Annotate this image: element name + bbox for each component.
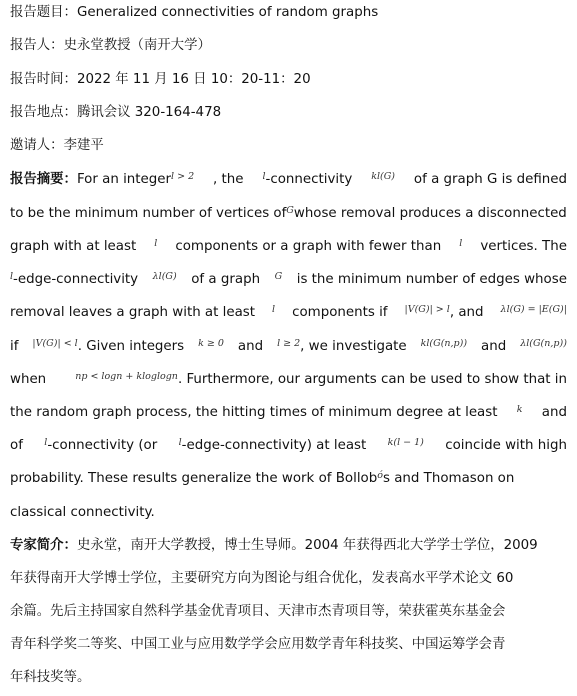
- abstract-text: s and Thomason on: [382, 471, 515, 486]
- abstract-text: components if: [292, 305, 388, 320]
- bio-line-2: 年获得南开大学博士学位，主要研究方向为图论与组合优化，发表高水平学术论文 60: [10, 571, 514, 586]
- abstract-text: when: [10, 372, 47, 387]
- abstract-segment: [75, 371, 567, 390]
- math-formula: k ≥ 0: [198, 338, 224, 349]
- abstract-text: , and: [449, 305, 484, 320]
- abstract-segment: [277, 338, 407, 357]
- math-formula: l: [154, 238, 158, 249]
- time-line: [10, 71, 311, 89]
- bio-line-5: 年科技奖等。: [10, 670, 91, 685]
- abstract-start: [10, 171, 194, 190]
- abstract-text: and: [237, 339, 264, 354]
- abstract-text: -connectivity (or: [47, 438, 158, 453]
- bio-text: 史永堂，南开大学教授，博士生导师。2004 年获得西北大学学士学位，2009: [76, 538, 538, 553]
- abstract-line-3: [10, 238, 567, 257]
- abstract-text: , we investigate: [300, 339, 407, 354]
- abstract-segment: [179, 437, 367, 456]
- abstract-line-5: [10, 304, 567, 323]
- bio-line-3: 余篇。先后主持国家自然科学基金优青项目、天津市杰青项目等，荣获霍英东基金会: [10, 604, 506, 619]
- abstract-text: and: [481, 339, 507, 354]
- math-formula: λl(G) = |E(G)|: [500, 304, 567, 315]
- abstract-line-1: [10, 171, 567, 190]
- time-value: 2022 年 11 月 16 日 10：20-11：20: [76, 72, 311, 87]
- abstract-line-11: classical connectivity.: [10, 505, 155, 520]
- abstract-segment: [10, 470, 514, 489]
- abstract-segment: [10, 271, 138, 290]
- abstract-text: components or a graph with fewer than: [175, 239, 442, 254]
- abstract-text: is the minimum number of edges whose: [296, 272, 567, 287]
- abstract-text: graph with at least: [10, 239, 137, 254]
- abstract-label: 报告摘要：: [10, 172, 77, 187]
- math-formula: λl(G(n,p)): [520, 338, 567, 349]
- abstract-text: of a graph: [191, 272, 261, 287]
- math-formula: l: [10, 271, 14, 282]
- math-formula: np < logn + kloglogn: [75, 371, 178, 382]
- math-formula: λl(G): [152, 271, 177, 282]
- inviter-line: [10, 137, 104, 155]
- math-formula: l: [272, 304, 276, 315]
- bio-label: 专家简介：: [10, 538, 77, 553]
- bio-line-1: [10, 537, 538, 555]
- time-label: 报告时间：: [10, 72, 77, 87]
- abstract-line-8: [10, 404, 567, 423]
- abstract-line-9: [10, 437, 567, 456]
- abstract-text: -connectivity: [265, 172, 353, 187]
- abstract-text: whose removal produces a disconnected: [293, 206, 567, 221]
- math-formula: l > 2: [171, 171, 195, 182]
- speaker-line: [10, 37, 211, 55]
- math-formula: l ≥ 2: [277, 338, 301, 349]
- abstract-line-4: [10, 271, 567, 290]
- abstract-text: . Given integers: [77, 339, 185, 354]
- math-formula: kl(G(n,p)): [420, 338, 468, 349]
- math-formula: l: [44, 437, 48, 448]
- abstract-text: to be the minimum number of vertices of: [10, 206, 287, 221]
- abstract-text: vertices. The: [480, 239, 567, 254]
- abstract-text: the random graph process, the hitting times of minimum degree at least: [10, 405, 498, 420]
- location-value: 腾讯会议 320-164-478: [76, 105, 222, 120]
- math-formula: k: [516, 404, 523, 415]
- abstract-text: of a graph G is defined: [413, 172, 567, 187]
- abstract-segment: [44, 437, 157, 456]
- inviter-label: 邀请人：: [10, 138, 64, 153]
- inviter-value: 李建平: [63, 138, 104, 153]
- abstract-segment: [32, 338, 184, 357]
- abstract-text: -edge-connectivity: [13, 272, 139, 287]
- abstract-text: removal leaves a graph with at least: [10, 305, 256, 320]
- report-title-label: 报告题目：: [10, 5, 77, 20]
- math-formula: G: [274, 271, 283, 282]
- abstract-segment: [405, 304, 484, 323]
- abstract-text: coincide with high: [445, 438, 567, 453]
- abstract-text: and: [541, 405, 567, 420]
- abstract-text: , the: [213, 172, 244, 187]
- math-formula: l: [178, 437, 182, 448]
- math-formula: k(l − 1): [387, 437, 424, 448]
- speaker-value: 史永堂教授（南开大学）: [63, 38, 211, 53]
- abstract-text: . Furthermore, our arguments can be used to show that in: [177, 372, 567, 387]
- report-title-value: Generalized connectivities of random graphs: [76, 5, 379, 20]
- abstract-line-2: [10, 205, 566, 224]
- bio-line-4: 青年科学奖二等奖、中国工业与应用数学学会应用数学青年科技奖、中国运筹学会青: [10, 637, 506, 652]
- math-formula: l: [459, 238, 463, 249]
- abstract-line-7: [10, 371, 567, 390]
- math-formula: ó: [377, 470, 383, 481]
- math-formula: kl(G): [371, 171, 395, 182]
- math-formula: |V(G)| > l: [404, 304, 450, 315]
- location-label: 报告地点：: [10, 105, 77, 120]
- abstract-text: probability. These results generalize the work of Bollob: [10, 471, 378, 486]
- report-title-line: [10, 4, 378, 22]
- abstract-text: -edge-connectivity) at least: [181, 438, 367, 453]
- math-formula: |V(G)| < l: [32, 338, 78, 349]
- abstract-segment: [262, 171, 352, 190]
- math-formula: l: [262, 171, 266, 182]
- abstract-line-6: [10, 338, 567, 357]
- abstract-text: if: [10, 339, 19, 354]
- abstract-text: For an integer: [76, 172, 172, 187]
- math-formula: G: [286, 205, 294, 216]
- speaker-label: 报告人：: [10, 38, 64, 53]
- abstract-line-10: [10, 470, 567, 489]
- abstract-text: of: [10, 438, 23, 453]
- location-line: [10, 104, 221, 122]
